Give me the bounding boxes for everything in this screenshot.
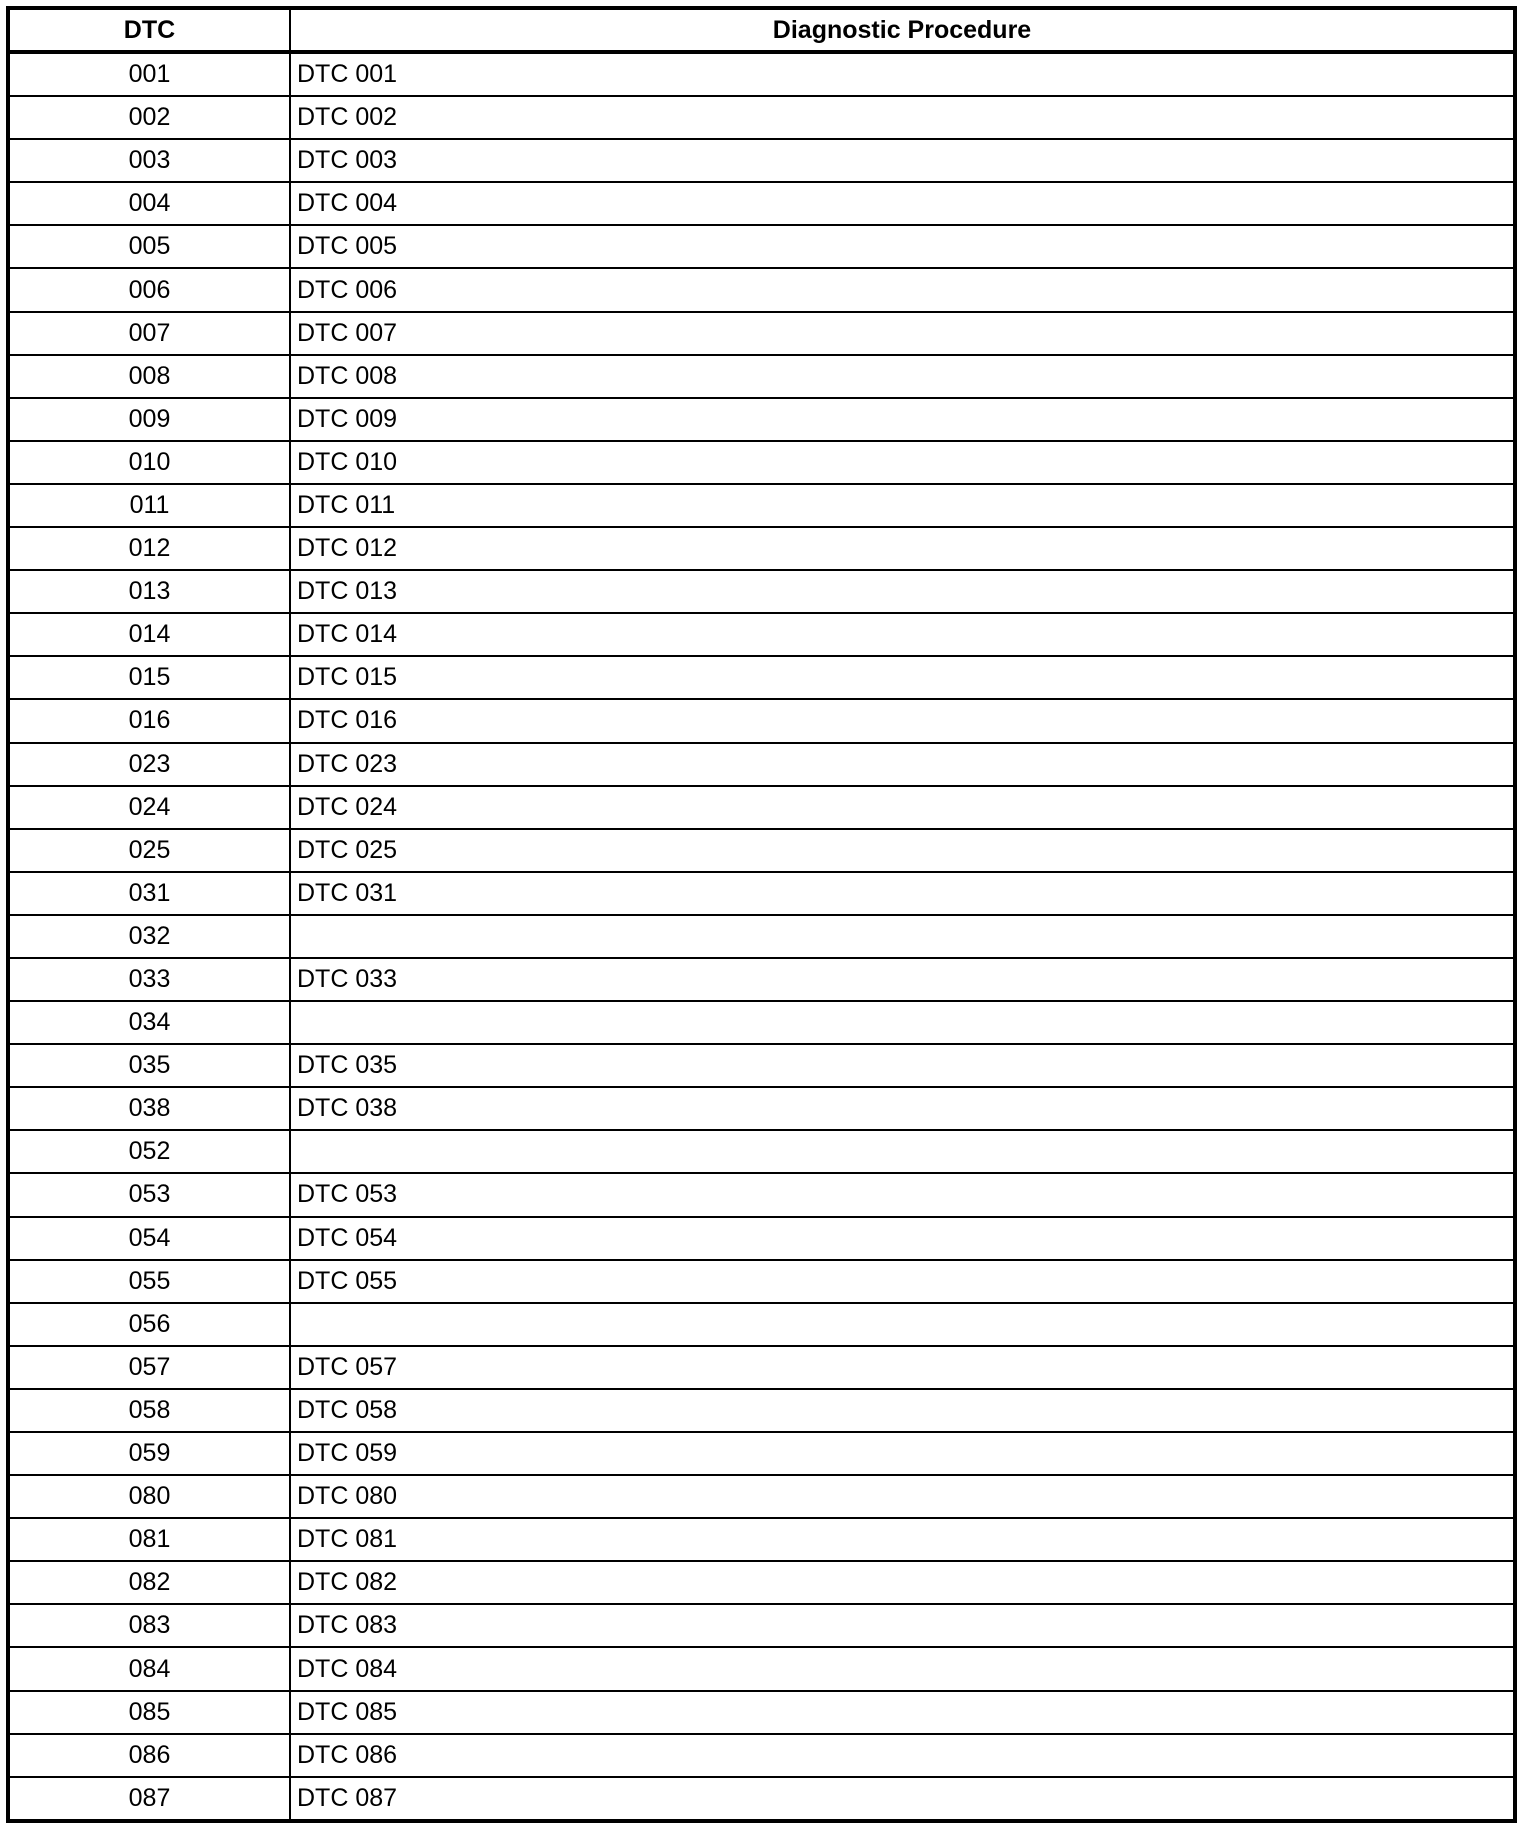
table-row (8, 743, 1515, 786)
dtc-code-cell: 012 (8, 527, 290, 570)
table-row (8, 1217, 1515, 1260)
table-row (8, 268, 1515, 311)
dtc-code-cell: 015 (8, 656, 290, 699)
dtc-code-cell: 052 (8, 1130, 290, 1173)
diagnostic-procedure-cell: DTC 086 (290, 1734, 1515, 1777)
dtc-code-cell: 032 (8, 915, 290, 958)
table-row (8, 484, 1515, 527)
diagnostic-procedure-cell: DTC 082 (290, 1561, 1515, 1604)
dtc-code-cell: 024 (8, 786, 290, 829)
table-row (8, 613, 1515, 656)
dtc-code-cell: 083 (8, 1604, 290, 1647)
table-row (8, 355, 1515, 398)
diagnostic-procedure-cell: DTC 004 (290, 182, 1515, 225)
diagnostic-procedure-cell: DTC 002 (290, 96, 1515, 139)
table-row (8, 1518, 1515, 1561)
diagnostic-procedure-cell: DTC 001 (290, 52, 1515, 96)
table-row (8, 1130, 1515, 1173)
table-row (8, 1173, 1515, 1216)
table-row (8, 1432, 1515, 1475)
dtc-code-cell: 014 (8, 613, 290, 656)
diagnostic-procedure-cell (290, 1001, 1515, 1044)
dtc-code-cell: 010 (8, 441, 290, 484)
dtc-code-cell: 003 (8, 139, 290, 182)
dtc-code-cell: 086 (8, 1734, 290, 1777)
dtc-table (6, 6, 1517, 1823)
dtc-code-cell: 004 (8, 182, 290, 225)
table-row (8, 441, 1515, 484)
table-row (8, 1260, 1515, 1303)
diagnostic-procedure-cell: DTC 015 (290, 656, 1515, 699)
table-row (8, 1389, 1515, 1432)
diagnostic-procedure-cell (290, 1130, 1515, 1173)
diagnostic-procedure-cell: DTC 025 (290, 829, 1515, 872)
table-row (8, 699, 1515, 742)
diagnostic-procedure-cell: DTC 005 (290, 225, 1515, 268)
table-row (8, 656, 1515, 699)
diagnostic-procedure-cell (290, 915, 1515, 958)
dtc-code-cell: 011 (8, 484, 290, 527)
table-row (8, 570, 1515, 613)
dtc-code-cell: 081 (8, 1518, 290, 1561)
table-row (8, 1734, 1515, 1777)
diagnostic-procedure-cell: DTC 087 (290, 1777, 1515, 1821)
dtc-code-cell: 034 (8, 1001, 290, 1044)
dtc-code-cell: 058 (8, 1389, 290, 1432)
diagnostic-procedure-cell: DTC 080 (290, 1475, 1515, 1518)
dtc-code-cell: 087 (8, 1777, 290, 1821)
table-row (8, 1691, 1515, 1734)
dtc-code-cell: 059 (8, 1432, 290, 1475)
table-row (8, 52, 1515, 96)
table-row (8, 96, 1515, 139)
diagnostic-procedure-cell: DTC 003 (290, 139, 1515, 182)
table-row (8, 1346, 1515, 1389)
table-row (8, 1087, 1515, 1130)
table-row (8, 958, 1515, 1001)
diagnostic-procedure-cell: DTC 016 (290, 699, 1515, 742)
dtc-code-cell: 031 (8, 872, 290, 915)
header-dtc: DTC (8, 8, 290, 52)
table-row (8, 1044, 1515, 1087)
diagnostic-procedure-cell: DTC 035 (290, 1044, 1515, 1087)
dtc-code-cell: 057 (8, 1346, 290, 1389)
diagnostic-procedure-cell: DTC 084 (290, 1647, 1515, 1690)
diagnostic-procedure-cell: DTC 010 (290, 441, 1515, 484)
diagnostic-procedure-cell: DTC 013 (290, 570, 1515, 613)
diagnostic-procedure-cell: DTC 023 (290, 743, 1515, 786)
table-row (8, 1001, 1515, 1044)
diagnostic-procedure-cell: DTC 083 (290, 1604, 1515, 1647)
table-row (8, 872, 1515, 915)
diagnostic-procedure-cell: DTC 055 (290, 1260, 1515, 1303)
table-row (8, 527, 1515, 570)
dtc-code-cell: 002 (8, 96, 290, 139)
table-row (8, 139, 1515, 182)
table-row (8, 1303, 1515, 1346)
dtc-code-cell: 016 (8, 699, 290, 742)
diagnostic-procedure-cell: DTC 081 (290, 1518, 1515, 1561)
dtc-code-cell: 025 (8, 829, 290, 872)
header-diagnostic-procedure: Diagnostic Procedure (290, 8, 1515, 52)
diagnostic-procedure-cell: DTC 024 (290, 786, 1515, 829)
table-header (8, 8, 1515, 52)
header-row (8, 8, 1515, 52)
table-body (8, 52, 1515, 1821)
table-row (8, 1777, 1515, 1821)
dtc-code-cell: 084 (8, 1647, 290, 1690)
dtc-code-cell: 054 (8, 1217, 290, 1260)
diagnostic-procedure-cell: DTC 012 (290, 527, 1515, 570)
diagnostic-procedure-cell: DTC 009 (290, 398, 1515, 441)
table-row (8, 225, 1515, 268)
diagnostic-procedure-cell: DTC 057 (290, 1346, 1515, 1389)
diagnostic-procedure-cell: DTC 011 (290, 484, 1515, 527)
table-row (8, 915, 1515, 958)
diagnostic-procedure-cell: DTC 006 (290, 268, 1515, 311)
dtc-code-cell: 007 (8, 312, 290, 355)
dtc-code-cell: 001 (8, 52, 290, 96)
dtc-code-cell: 023 (8, 743, 290, 786)
dtc-code-cell: 055 (8, 1260, 290, 1303)
dtc-code-cell: 008 (8, 355, 290, 398)
dtc-code-cell: 038 (8, 1087, 290, 1130)
diagnostic-procedure-cell: DTC 007 (290, 312, 1515, 355)
table-row (8, 1604, 1515, 1647)
table-row (8, 398, 1515, 441)
table-row (8, 182, 1515, 225)
table-row (8, 829, 1515, 872)
dtc-code-cell: 080 (8, 1475, 290, 1518)
diagnostic-procedure-cell: DTC 008 (290, 355, 1515, 398)
diagnostic-procedure-cell: DTC 053 (290, 1173, 1515, 1216)
diagnostic-procedure-cell: DTC 031 (290, 872, 1515, 915)
dtc-code-cell: 005 (8, 225, 290, 268)
dtc-code-cell: 053 (8, 1173, 290, 1216)
dtc-code-cell: 056 (8, 1303, 290, 1346)
table-row (8, 1475, 1515, 1518)
diagnostic-procedure-cell: DTC 058 (290, 1389, 1515, 1432)
table-row (8, 1647, 1515, 1690)
diagnostic-procedure-cell: DTC 059 (290, 1432, 1515, 1475)
dtc-code-cell: 035 (8, 1044, 290, 1087)
diagnostic-procedure-cell (290, 1303, 1515, 1346)
dtc-code-cell: 085 (8, 1691, 290, 1734)
diagnostic-procedure-cell: DTC 054 (290, 1217, 1515, 1260)
dtc-code-cell: 006 (8, 268, 290, 311)
diagnostic-procedure-cell: DTC 038 (290, 1087, 1515, 1130)
table-row (8, 312, 1515, 355)
diagnostic-procedure-cell: DTC 085 (290, 1691, 1515, 1734)
diagnostic-procedure-cell: DTC 033 (290, 958, 1515, 1001)
dtc-code-cell: 033 (8, 958, 290, 1001)
table-row (8, 1561, 1515, 1604)
table-row (8, 786, 1515, 829)
dtc-code-cell: 009 (8, 398, 290, 441)
dtc-code-cell: 013 (8, 570, 290, 613)
dtc-code-cell: 082 (8, 1561, 290, 1604)
diagnostic-procedure-cell: DTC 014 (290, 613, 1515, 656)
